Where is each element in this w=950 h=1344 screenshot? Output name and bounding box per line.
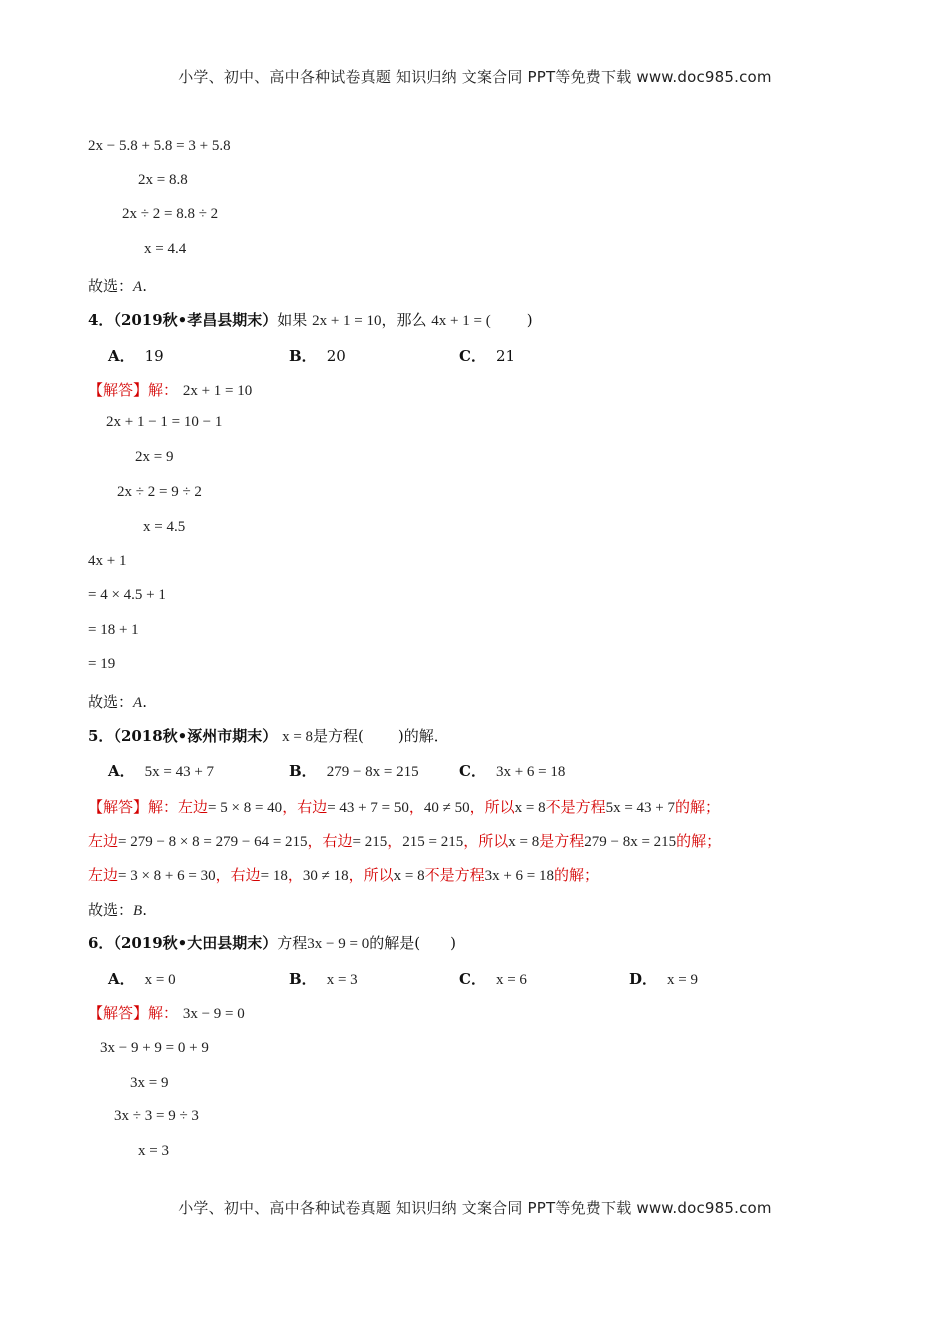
q4-number: 4． (88, 311, 114, 329)
q6-step-1: 3x − 9 + 9 = 0 + 9 (100, 1040, 209, 1056)
q5-answer-line-1: 【解答】解：左边= 5 × 8 = 40，右边= 43 + 7 = 50，40 ≠ 50，所以x = 8不是方程5x = 43 + 7的解； (88, 798, 721, 816)
q4-text-a: 如果 (277, 311, 308, 329)
q5-answer-line-2: 左边= 279 − 8 × 8 = 279 − 64 = 215，右边= 215，215 = 215，所以x = 8是方程279 − 8x = 215的解； (88, 832, 722, 850)
q4-calc-3: = 18 + 1 (88, 622, 139, 638)
q6-step-4: x = 3 (138, 1143, 169, 1159)
q4-calc-1: 4x + 1 (88, 553, 127, 569)
prev-step-4: x = 4.4 (144, 241, 187, 257)
prev-conclusion (88, 276, 147, 297)
q5-answer-line-3: 左边= 3 × 8 + 6 = 30，右边= 18，30 ≠ 18，所以x = 8不是方程3x + 6 = 18的解； (88, 866, 600, 884)
conclusion-value: A (133, 279, 143, 295)
q4-stem (88, 310, 533, 331)
prev-step-3: 2x ÷ 2 = 8.8 ÷ 2 (122, 206, 219, 222)
q4-answer-head (88, 380, 252, 401)
q5-option-c: C． 3x + 6 = 18 (459, 762, 566, 780)
prev-step-1: 2x − 5.8 + 5.8 = 3 + 5.8 (88, 138, 231, 154)
q6-step-2: 3x = 9 (130, 1075, 169, 1091)
q6-option-c: C． x = 6 (459, 970, 527, 988)
q4-step-1: 2x + 1 − 1 = 10 − 1 (106, 414, 223, 430)
conclusion-period: . (142, 277, 147, 295)
q4-option-a: A． 19 (108, 347, 164, 365)
q4-answer-eq: 2x + 1 = 10 (182, 383, 253, 399)
q4-text-b: ，那么 (381, 311, 427, 329)
q6-stem: 6．（2019秋•大田县期末）方程3x − 9 = 0的解是( ) (88, 934, 456, 952)
q5-option-b: B． 279 − 8x = 215 (289, 762, 419, 780)
q4-step-3: 2x ÷ 2 = 9 ÷ 2 (117, 484, 202, 500)
q4-calc-4: = 19 (88, 656, 116, 672)
q4-blank-close: ) (526, 311, 533, 329)
q4-conclusion: 故选：A. (88, 693, 147, 711)
q4-step-4: x = 4.5 (143, 519, 186, 535)
q4-expr: 4x + 1 = ( (431, 313, 491, 329)
q4-source: （2019秋•孝昌县期末） (113, 311, 278, 329)
page-header: 小学、初中、高中各种试卷真题 知识归纳 文案合同 PPT等免费下载 www.doc985.com (178, 68, 772, 86)
q6-option-b: B． x = 3 (289, 970, 358, 988)
prev-step-2: 2x = 8.8 (138, 172, 188, 188)
q4-calc-2: = 4 × 4.5 + 1 (88, 587, 166, 603)
q4-step-2: 2x = 9 (135, 449, 174, 465)
q6-step-3: 3x ÷ 3 = 9 ÷ 3 (114, 1108, 199, 1124)
q5-stem-eq: x = 8 (282, 729, 314, 745)
q6-answer-head: 【解答】解： 3x − 9 = 0 (88, 1004, 245, 1022)
conclusion-label: 故选： (88, 277, 134, 295)
q4-eq: 2x + 1 = 10 (312, 313, 382, 329)
q5-stem: 5．（2018秋•涿州市期末） x = 8是方程( )的解． (88, 727, 449, 745)
q5-option-a: A． 5x = 43 + 7 (108, 762, 215, 780)
q6-option-a: A． x = 0 (108, 970, 176, 988)
answer-prefix: 解： (148, 381, 179, 399)
q4-option-b: B． 20 (289, 347, 346, 365)
q5-conclusion: 故选：B. (88, 901, 147, 919)
page-footer: 小学、初中、高中各种试卷真题 知识归纳 文案合同 PPT等免费下载 www.doc985.com (178, 1199, 772, 1217)
q4-option-c: C． 21 (459, 347, 516, 365)
q6-option-d: D． x = 9 (629, 970, 698, 988)
answer-tag: 【解答】 (88, 381, 149, 399)
